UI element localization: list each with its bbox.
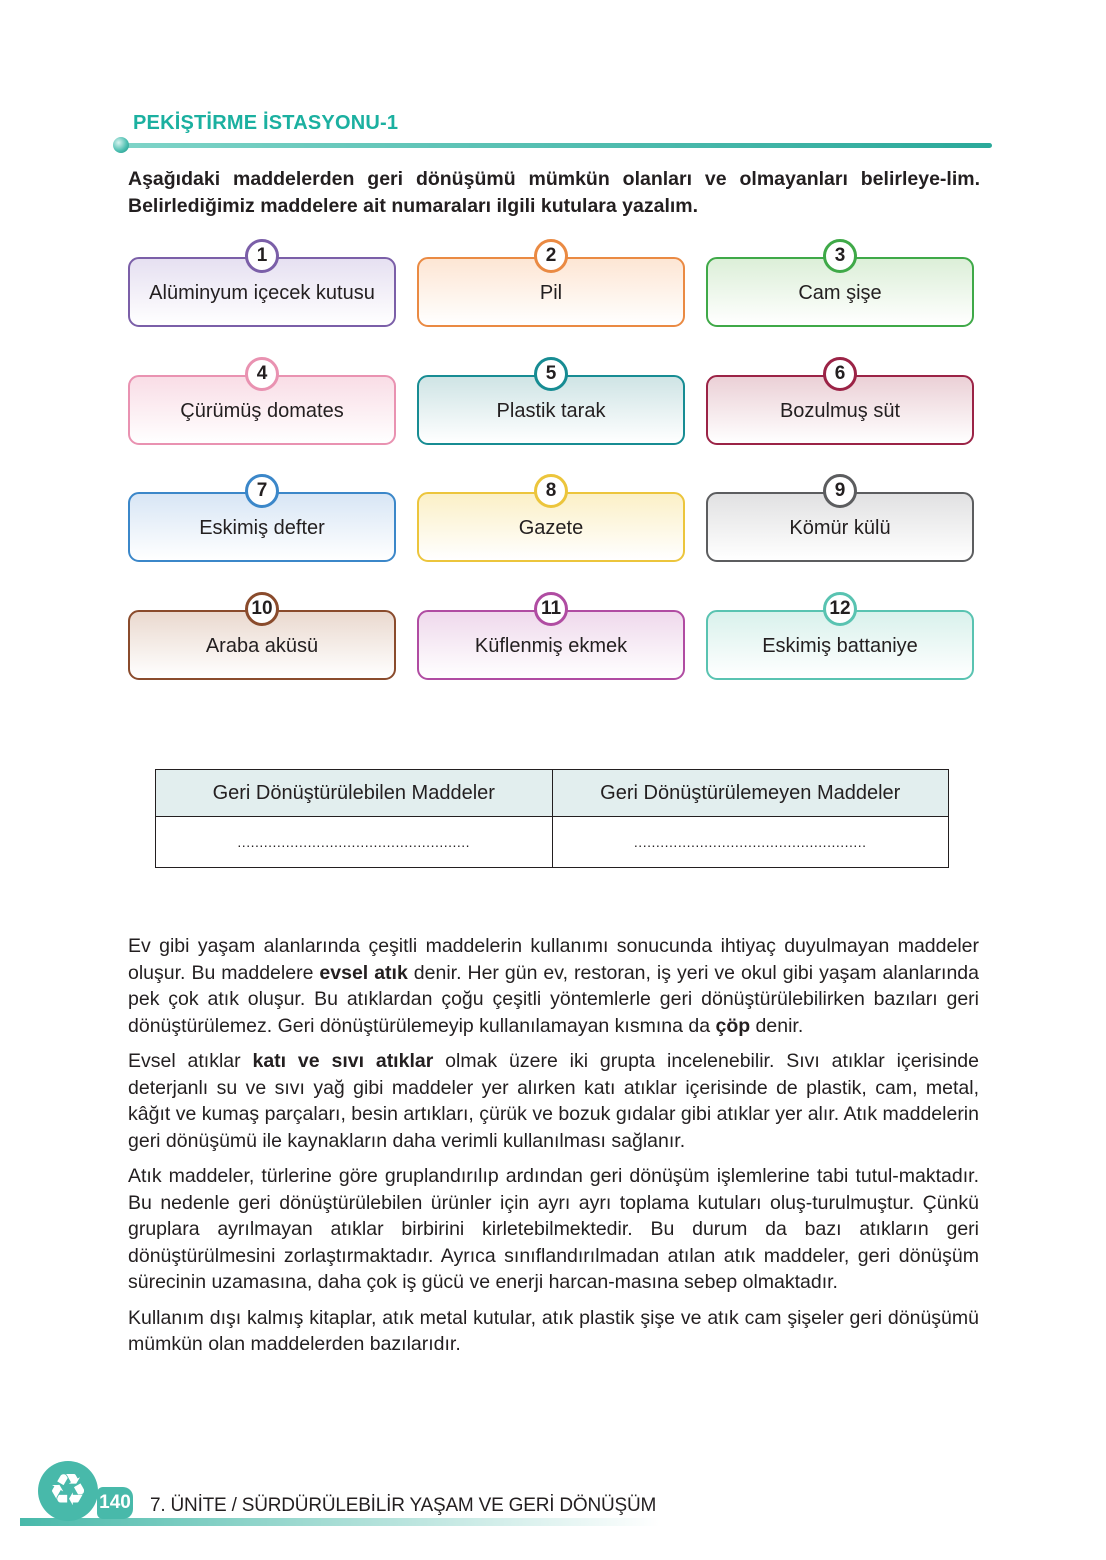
item-label: Kömür külü <box>789 516 891 539</box>
text-run: Ev gibi yaşam alanlarında çeşitli maddelerin kullanımı sonucunda ihtiyaç duyulmayan maddeler oluşur. Bu maddelere <box>128 935 979 984</box>
item-label: Araba aküsü <box>205 634 319 657</box>
recycle-icon: ♻ <box>38 1461 98 1521</box>
answer-cell-non-recyclable[interactable]: ..................................................... <box>552 817 949 868</box>
item-number-badge: 2 <box>534 239 568 273</box>
item-card-11 <box>417 598 685 680</box>
item-number-badge: 6 <box>823 357 857 391</box>
text-run: denir. <box>750 1014 804 1037</box>
instructions: Aşağıdaki maddelerden geri dönüşümü mümkün olanları ve olmayanları belirleye-lim. Belirlediğimiz maddelere ait numaraları ilgili kutulara yazalım. <box>128 168 980 217</box>
bold-term: katı ve sıvı atıklar <box>252 1050 434 1072</box>
item-card-3 <box>706 245 974 327</box>
item-label: Eskimiş battaniye <box>762 634 918 657</box>
item-card-7 <box>128 480 396 562</box>
item-number-badge: 7 <box>245 474 279 508</box>
item-card-10 <box>128 598 396 680</box>
unit-title: 7. ÜNİTE / SÜRDÜRÜLEBİLİR YAŞAM VE GERİ DÖNÜŞÜM <box>150 1495 657 1516</box>
item-card-9 <box>706 480 974 562</box>
item-label: Alüminyum içecek kutusu <box>149 281 375 304</box>
paragraph <box>128 1048 979 1154</box>
text-run: Kullanım dışı kalmış kitaplar, atık metal kutular, atık plastik şişe ve atık cam şişeler geri dönüşümü mümkün olan maddelerden bazılarıdır. <box>128 1306 979 1355</box>
header-non-recyclable: Geri Dönüştürülemeyen Maddeler <box>552 770 949 817</box>
item-label: Pil <box>539 281 563 304</box>
item-card-2 <box>417 245 685 327</box>
title-bullet <box>113 137 129 153</box>
bold-term: evsel atık <box>319 961 408 984</box>
header-recyclable: Geri Dönüştürülebilen Maddeler <box>156 770 553 817</box>
item-number-badge: 4 <box>245 357 279 391</box>
item-number-badge: 1 <box>245 239 279 273</box>
item-label: Eskimiş defter <box>199 516 325 539</box>
section-title: PEKİŞTİRME İSTASYONU-1 <box>133 112 399 134</box>
item-label: Plastik tarak <box>496 399 606 422</box>
text-run: olmak üzere iki grupta incelenebilir. Sıvı atıklar içerisinde deterjanlı su ve sıvı yağ gibi maddeler yer alırken katı atıklar içerisinde de plastik, cam, metal, kâğıt ve kumaş parçaları, besin artıkları, çürük ve bozuk gıdalar gibi atıklar yer alır. Atık maddelerin geri dönüşümü ile kaynakların daha verimli kullanılması sağlanır. <box>128 1050 979 1152</box>
item-number-badge: 8 <box>534 474 568 508</box>
item-card-6 <box>706 363 974 445</box>
item-card-12 <box>706 598 974 680</box>
title-rule <box>114 143 992 148</box>
bold-term: çöp <box>715 1014 751 1037</box>
body-text <box>128 933 979 1367</box>
paragraph <box>128 1305 979 1358</box>
answer-cell-recyclable[interactable]: ..................................................... <box>156 817 553 868</box>
text-run: Atık maddeler, türlerine göre gruplandırılıp ardından geri dönüşüm işlemlerine tabi tutul-maktadır. Bu nedenle geri dönüştürülebilen ürünler için ayrı ayrı toplama kutuları oluş-turulmuştur. Çünkü gruplara ayrılmayan atıklar birbirini kirletebilmektedir. Bu durum da bazı atıkların geri dönüştürülmesini zorlaştırmaktadır. Ayrıca sınıflandırılmadan atılan atık maddeler, geri dönüşüm sürecinin uzamasına, daha çok iş gücü ve enerji harcan-masına sebep olmaktadır. <box>128 1165 979 1293</box>
item-number-badge: 10 <box>245 592 279 626</box>
answer-table <box>155 769 949 868</box>
item-number-badge: 11 <box>534 592 568 626</box>
item-label: Bozulmuş süt <box>779 399 901 422</box>
text-run: Evsel atıklar <box>128 1050 253 1072</box>
item-card-5 <box>417 363 685 445</box>
item-label: Gazete <box>518 516 584 539</box>
item-label: Küflenmiş ekmek <box>474 634 628 657</box>
text-run: denir. Her gün ev, restoran, iş yeri ve okul gibi yaşam alanlarında pek çok atık oluşur. Bu atıklardan çoğu çeşitli yöntemlerle geri dönüştürülebilirken bazıları geri dönüştürülemez. Geri dönüştürülemeyip kullanılamayan kısmına da <box>128 961 979 1037</box>
item-number-badge: 5 <box>534 357 568 391</box>
item-card-4 <box>128 363 396 445</box>
page-number: 140 <box>97 1487 133 1519</box>
item-number-badge: 12 <box>823 592 857 626</box>
item-card-8 <box>417 480 685 562</box>
item-number-badge: 3 <box>823 239 857 273</box>
paragraph <box>128 1163 979 1296</box>
item-label: Çürümüş domates <box>180 399 344 422</box>
item-card-1 <box>128 245 396 327</box>
paragraph <box>128 933 979 1039</box>
footer-band <box>20 1518 660 1526</box>
item-label: Cam şişe <box>798 281 882 304</box>
item-number-badge: 9 <box>823 474 857 508</box>
